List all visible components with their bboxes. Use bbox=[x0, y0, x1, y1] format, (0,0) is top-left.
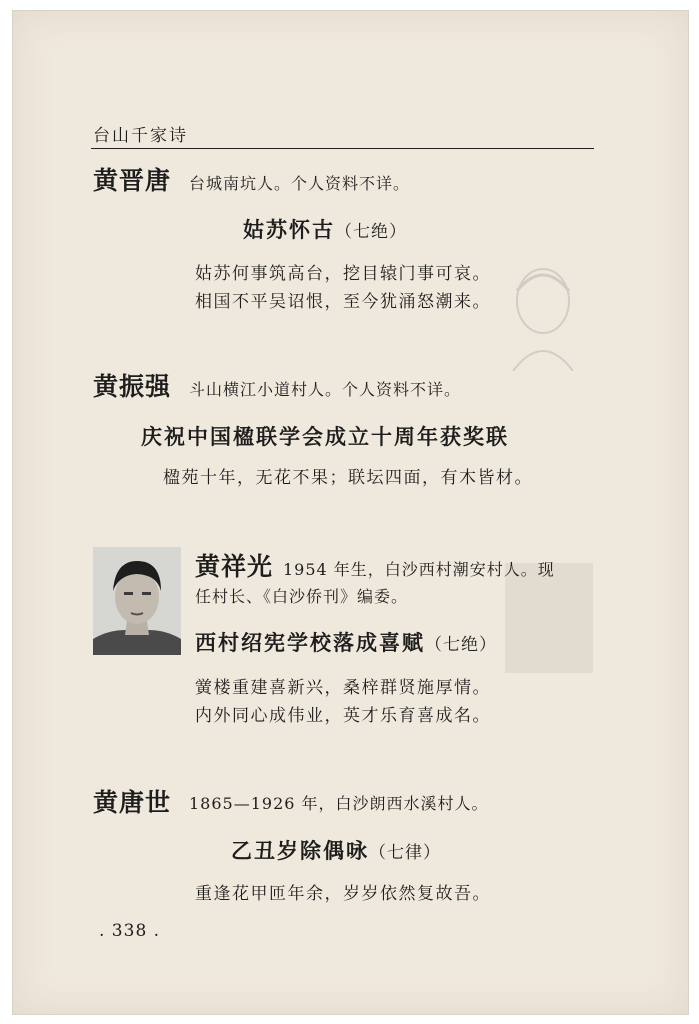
poem-title bbox=[243, 214, 407, 244]
author-bio: 任村长、《白沙侨刊》编委。 bbox=[195, 587, 409, 606]
book-page bbox=[12, 10, 689, 1015]
poem-line: 姑苏何事筑高台，挖目辕门事可哀。 bbox=[195, 264, 491, 284]
poem-title-text: 庆祝中国楹联学会成立十周年获奖联 bbox=[141, 425, 509, 449]
poem-line: 内外同心成伟业，英才乐育喜成名。 bbox=[195, 706, 491, 726]
poem-title-text: 西村绍宪学校落成喜赋 bbox=[195, 631, 425, 655]
bleed-through-portrait-sketch bbox=[503, 261, 583, 371]
author-name: 黄祥光 bbox=[195, 552, 274, 581]
poem-title bbox=[141, 421, 509, 451]
header-rule bbox=[91, 148, 594, 149]
page-number: . 338 . bbox=[99, 921, 161, 941]
poem-title-text: 乙丑岁除偶咏 bbox=[231, 839, 369, 863]
running-head: 台山千家诗 bbox=[93, 126, 188, 146]
author-bio: 1954 年生，白沙西村潮安村人。现 bbox=[283, 560, 555, 579]
poem-title-text: 姑苏怀古 bbox=[243, 218, 335, 242]
poem-form: （七律） bbox=[369, 843, 441, 863]
author-name: 黄唐世 bbox=[93, 788, 172, 817]
author-photo bbox=[93, 547, 181, 655]
author-bio: 台城南坑人。个人资料不详。 bbox=[189, 174, 411, 193]
author-bio: 1865—1926 年，白沙朗西水溪村人。 bbox=[189, 794, 489, 813]
author-bio: 斗山横江小道村人。个人资料不详。 bbox=[189, 380, 462, 399]
couplet-line: 楹苑十年，无花不果；联坛四面，有木皆材。 bbox=[163, 468, 533, 488]
poem-line: 黉楼重建喜新兴，桑梓群贤施厚情。 bbox=[195, 678, 491, 698]
author-name: 黄晋唐 bbox=[93, 166, 172, 195]
poem-form: （七绝） bbox=[425, 635, 497, 655]
poem-title bbox=[195, 627, 497, 657]
poem-form: （七绝） bbox=[335, 222, 407, 242]
poem-line: 相国不平吴诏恨，至今犹涌怒潮来。 bbox=[195, 292, 491, 312]
author-name: 黄振强 bbox=[93, 372, 172, 401]
poem-title bbox=[231, 835, 441, 865]
poem-line: 重逢花甲匝年余，岁岁依然复故吾。 bbox=[195, 884, 491, 904]
